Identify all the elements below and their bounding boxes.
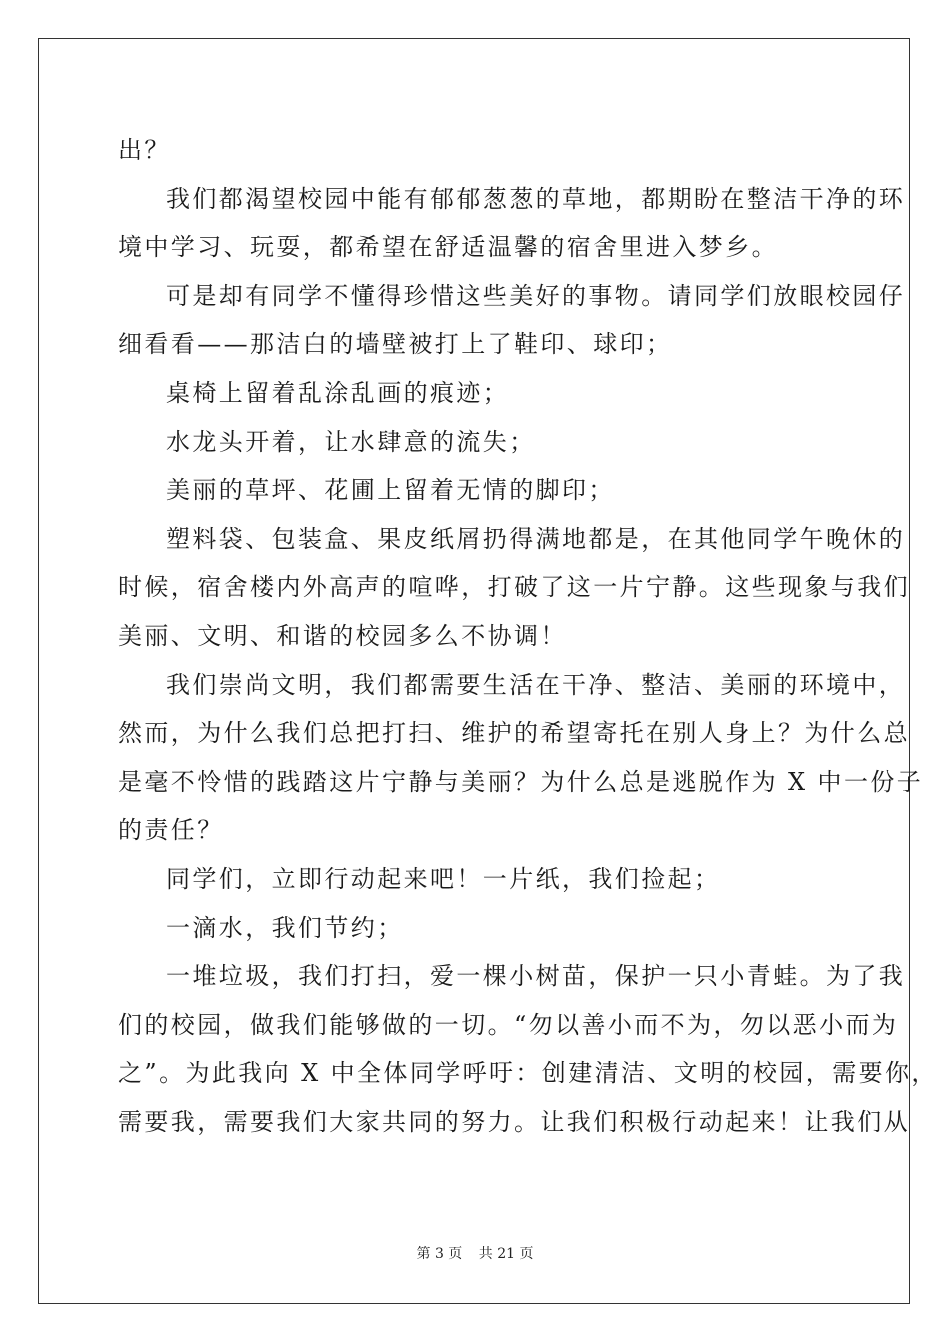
text-line: 然而，为什么我们总把打扫、维护的希望寄托在别人身上？为什么总 [118, 719, 910, 748]
page-number: 第 3 页 [416, 1246, 463, 1262]
page-footer [0, 1243, 950, 1263]
text-line: 我们都渴望校园中能有郁郁葱葱的草地，都期盼在整洁干净的环 [166, 184, 906, 213]
text-line: 美丽的草坪、花圃上留着无情的脚印； [166, 476, 615, 505]
document-body [118, 126, 938, 1146]
text-line: 境中学习、玩耍，都希望在舒适温馨的宿舍里进入梦乡。 [118, 233, 778, 262]
text-line: 塑料袋、包装盒、果皮纸屑扔得满地都是，在其他同学午晚休的 [166, 524, 906, 553]
text-line: 我们崇尚文明，我们都需要生活在干净、整洁、美丽的环境中， [166, 670, 906, 699]
text-line: 细看看——那洁白的墙壁被打上了鞋印、球印； [118, 330, 673, 359]
text-line: 出？ [118, 136, 171, 164]
text-line: 需要我，需要我们大家共同的努力。让我们积极行动起来！让我们从 [118, 1107, 910, 1136]
page-total: 共 21 页 [478, 1246, 534, 1262]
text-line: 同学们，立即行动起来吧！一片纸，我们捡起； [166, 864, 721, 893]
text-line: 是毫不怜惜的践踏这片宁静与美丽？为什么总是逃脱作为 X 中一份子 [118, 767, 924, 796]
text-line: 一滴水，我们节约； [166, 913, 404, 942]
text-line: 可是却有同学不懂得珍惜这些美好的事物。请同学们放眼校园仔 [166, 281, 906, 310]
text-line: 时候，宿舍楼内外高声的喧哗，打破了这一片宁静。这些现象与我们 [118, 573, 910, 602]
text-line: 水龙头开着，让水肆意的流失； [166, 427, 536, 456]
text-line: 一堆垃圾，我们打扫，爱一棵小树苗，保护一只小青蛙。为了我 [166, 962, 906, 991]
text-line: 之”。为此我向 X 中全体同学呼吁：创建清洁、文明的校园，需要你， [118, 1059, 938, 1088]
text-line: 桌椅上留着乱涂乱画的痕迹； [166, 378, 510, 407]
text-line: 们的校园，做我们能够做的一切。“勿以善小而不为，勿以恶小而为 [118, 1010, 899, 1039]
text-line: 美丽、文明、和谐的校园多么不协调！ [118, 621, 567, 650]
text-line: 的责任？ [118, 816, 224, 845]
